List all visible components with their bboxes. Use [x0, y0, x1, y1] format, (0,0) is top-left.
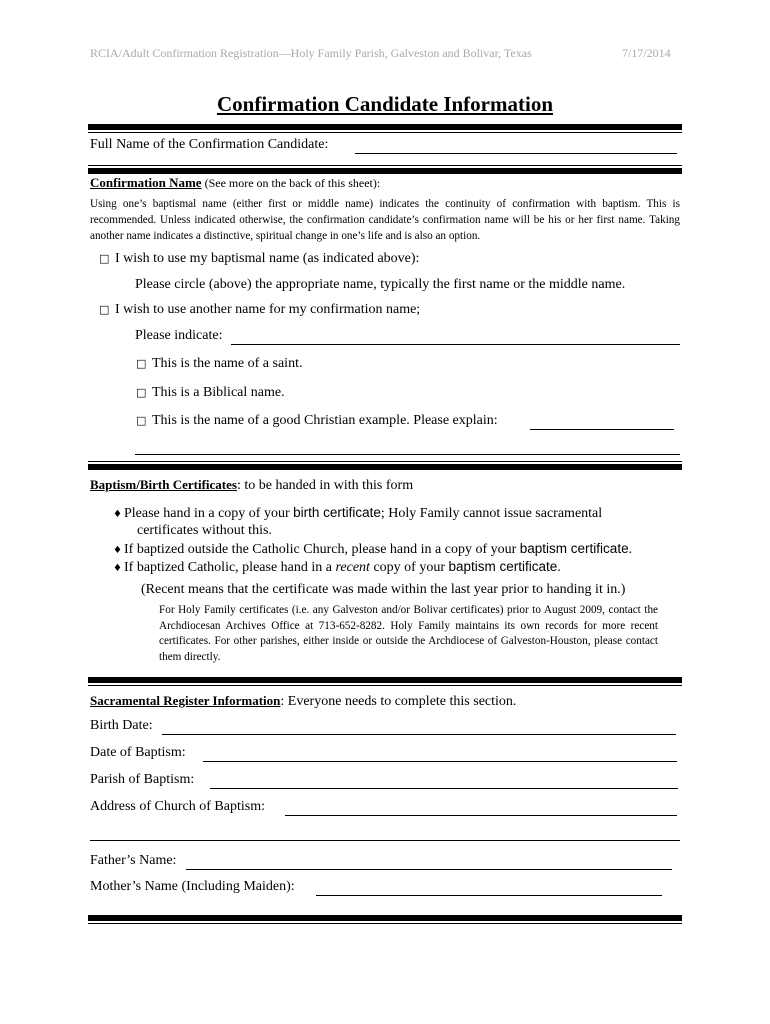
option-other-label: I wish to use another name for my confirmation name; — [115, 302, 421, 317]
parish-of-baptism-field[interactable] — [210, 788, 678, 789]
fathers-name-field[interactable] — [186, 869, 672, 870]
certificate-bullet-2 — [113, 541, 632, 558]
bullet-2-emph: baptism certificate — [519, 541, 629, 556]
bullet-2-end: . — [628, 542, 633, 557]
confirmation-name-heading-row — [90, 174, 380, 192]
sub-option-christian-label: This is the name of a good Christian example. Please explain: — [152, 413, 498, 428]
mothers-name-field[interactable] — [316, 895, 662, 896]
fathers-name-label: Father’s Name: — [90, 853, 177, 868]
bullet-1-text: Please hand in a copy of your — [124, 506, 294, 521]
bullet-3-end: . — [557, 560, 561, 575]
diamond-bullet-icon: ♦ — [113, 545, 122, 556]
full-name-label: Full Name of the Confirmation Candidate: — [90, 137, 329, 152]
confirmation-name-heading-note: (See more on the back of this sheet): — [201, 176, 381, 190]
sub-option-biblical[interactable] — [136, 385, 285, 401]
section-divider-thin — [88, 923, 682, 924]
certificate-bullet-3 — [113, 559, 561, 576]
option-baptismal-name[interactable] — [99, 251, 419, 267]
recent-note: (Recent means that the certificate was made within the last year prior to handing it in.) — [141, 582, 626, 597]
page-title: Confirmation Candidate Information — [216, 92, 553, 116]
sub-option-saint-label: This is the name of a saint. — [152, 356, 303, 371]
address-of-church-field[interactable] — [285, 815, 677, 816]
confirmation-name-heading: Confirmation Name — [90, 175, 202, 190]
header-date: 7/17/2014 — [622, 46, 671, 60]
running-header: RCIA/Adult Confirmation Registration—Holy Family Parish, Galveston and Bolivar, Texas — [90, 46, 532, 60]
birth-date-label: Birth Date: — [90, 718, 153, 733]
diamond-bullet-icon: ♦ — [113, 509, 122, 520]
bullet-3-italic: recent — [335, 560, 370, 575]
section-divider-thin — [88, 132, 682, 133]
register-heading-row — [90, 692, 516, 710]
sub-option-saint[interactable] — [136, 356, 302, 372]
checkbox-icon[interactable]: □ — [99, 252, 110, 265]
date-of-baptism-field[interactable] — [203, 761, 677, 762]
checkbox-icon[interactable]: □ — [99, 303, 110, 316]
bullet-1-emph: birth certificate — [293, 505, 381, 520]
date-of-baptism-label: Date of Baptism: — [90, 745, 186, 760]
register-heading-rest: : Everyone needs to complete this section. — [280, 694, 517, 709]
bullet-1-end: ; Holy Family cannot issue sacramental — [380, 506, 603, 521]
section-divider-thin — [88, 685, 682, 686]
register-heading: Sacramental Register Information — [90, 693, 281, 708]
sub-option-christian-example[interactable] — [136, 413, 498, 429]
parish-of-baptism-label: Parish of Baptism: — [90, 772, 195, 787]
full-name-field[interactable] — [355, 153, 677, 154]
checkbox-icon[interactable]: □ — [136, 386, 147, 399]
section-divider — [88, 124, 682, 130]
address-of-church-field-line-2[interactable] — [90, 840, 680, 841]
option-other-name[interactable] — [99, 302, 420, 318]
section-divider — [88, 677, 682, 683]
certificates-heading-rest: : to be handed in with this form — [236, 478, 414, 493]
explain-field[interactable] — [530, 429, 674, 430]
certificate-bullet-1-line-2: certificates without this. — [137, 523, 272, 538]
bullet-3-mid: copy of your — [369, 560, 449, 575]
section-divider — [88, 915, 682, 921]
sub-option-biblical-label: This is a Biblical name. — [152, 385, 285, 400]
option-baptismal-label: I wish to use my baptismal name (as indicated above): — [115, 251, 420, 266]
confirmation-name-paragraph: Using one’s baptismal name (either first or middle name) indicates the continuity of confirmation with baptism. This is recommended. Unless indicated otherwise, the confirmation candidate’s confirmation name will be his or her first name. Taking another name indicates a distinctive, spiritual change in one’s life and is also an option. — [90, 198, 680, 242]
checkbox-icon[interactable]: □ — [136, 414, 147, 427]
explain-field-line-2[interactable] — [135, 454, 680, 455]
mothers-name-label: Mother’s Name (Including Maiden): — [90, 879, 295, 894]
bullet-3-text: If baptized Catholic, please hand in a — [124, 560, 336, 575]
section-divider — [88, 464, 682, 470]
diamond-bullet-icon: ♦ — [113, 563, 122, 574]
certificates-heading: Baptism/Birth Certificates — [90, 477, 237, 492]
bullet-3-emph: baptism certificate — [448, 559, 558, 574]
bullet-2-text: If baptized outside the Catholic Church, please hand in a copy of your — [124, 542, 520, 557]
checkbox-icon[interactable]: □ — [136, 357, 147, 370]
holy-family-note: For Holy Family certificates (i.e. any Galveston and/or Bolivar certificates) prior to August 2009, contact the Archdiocesan Archives Office at 713-652-8282. Holy Family maintains its own records for more recent certificates. For other parishes, either inside or outside the Archdiocese of Galveston-Houston, please contact them directly. — [159, 604, 658, 663]
please-indicate-label: Please indicate: — [135, 328, 223, 343]
birth-date-field[interactable] — [162, 734, 676, 735]
section-divider-thin — [88, 165, 682, 166]
option-baptismal-note: Please circle (above) the appropriate name, typically the first name or the middle name. — [135, 277, 626, 292]
section-divider-thin — [88, 461, 682, 462]
certificates-heading-row — [90, 476, 413, 494]
certificate-bullet-1 — [113, 505, 602, 522]
please-indicate-field[interactable] — [231, 344, 680, 345]
address-of-church-label: Address of Church of Baptism: — [90, 799, 265, 814]
